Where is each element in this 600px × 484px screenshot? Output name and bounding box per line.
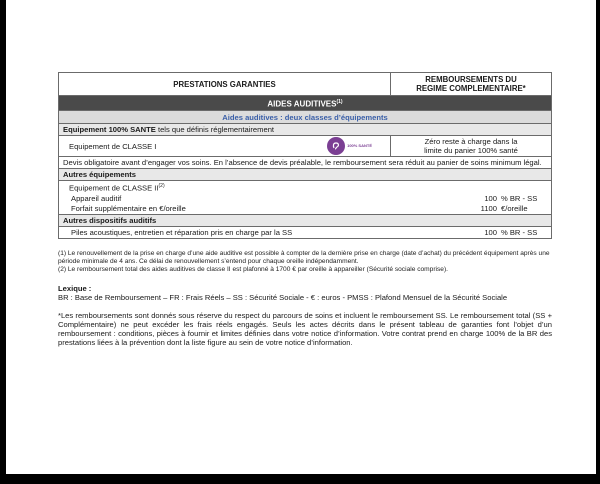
sante-badge bbox=[327, 137, 372, 155]
table-notes bbox=[58, 250, 552, 274]
bottom-edge bbox=[0, 474, 600, 484]
table-header-row bbox=[59, 73, 552, 96]
note-2: (2) Le remboursement total des aides auditives de classe II est plafonné à 1700 € par oreille à appareiller (Sécurité sociale comprise). bbox=[58, 265, 448, 273]
left-edge bbox=[0, 0, 6, 484]
subtitle: Aides auditives : deux classes d’équipements bbox=[59, 111, 552, 124]
header-prestations: PRESTATIONS GARANTIES bbox=[59, 73, 391, 96]
classe-1-label: Equipement de CLASSE I bbox=[69, 141, 157, 151]
equipement-100-row bbox=[59, 124, 552, 136]
autres-dispositifs-title: Autres dispositifs auditifs bbox=[59, 214, 552, 226]
ear-icon bbox=[327, 137, 345, 155]
devis-text: Devis obligatoire avant d’engager vos soins. En l’absence de devis préalable, le remboursement sera réduit au panier de soins minimum légal. bbox=[59, 157, 552, 169]
classe-1-row bbox=[59, 136, 552, 157]
piles-row bbox=[59, 226, 552, 238]
document-sheet bbox=[58, 72, 552, 347]
appareil-auditif-label: Appareil auditif bbox=[71, 193, 122, 203]
autres-dispositifs-row bbox=[59, 214, 552, 226]
appareil-auditif-unit: % BR - SS bbox=[501, 193, 538, 203]
section-title: AIDES AUDITIVES$^{(1)}$ bbox=[59, 96, 552, 111]
piles-unit: % BR - SS bbox=[501, 227, 538, 237]
table-row bbox=[63, 194, 547, 203]
classe-1-cell bbox=[59, 136, 391, 157]
guarantees-table bbox=[58, 72, 552, 239]
footnote: *Les remboursements sont donnés sous réserve du respect du parcours de soins et incluent le remboursement SS. Le remboursement total (SS + Complémentaire) ne peut excéder les frais réels engagés. Seuls les actes décrits dans le présent tableau de garanties font l’objet d’un remboursement : conditions, pièces à fournir et limites définies dans votre notice d’information. Votre contrat prend en charge 100% de la BR des prestations liées à la prévention dont la liste figure au sein de votre notice d’information. bbox=[58, 310, 552, 347]
autres-equipements-title: Autres équipements bbox=[59, 169, 552, 181]
devis-row bbox=[59, 157, 552, 169]
forfait-value: 1100 bbox=[480, 203, 497, 213]
piles-value: 100 bbox=[484, 227, 497, 237]
table-row bbox=[63, 228, 547, 237]
badge-text: 100% SANTÉ bbox=[347, 143, 372, 148]
section-band-row bbox=[59, 96, 552, 111]
piles-label: Piles acoustiques, entretien et réparation pris en charge par la SS bbox=[71, 227, 293, 237]
appareil-auditif-value: 100 bbox=[484, 193, 497, 203]
lexique-title: Lexique : bbox=[58, 283, 92, 293]
classe-2-label: Equipement de CLASSE II$^{(2)}$ bbox=[69, 183, 165, 193]
classe-2-row bbox=[59, 181, 552, 215]
autres-equipements-row bbox=[59, 169, 552, 181]
lexique-text: BR : Base de Remboursement – FR : Frais Réels – SS : Sécurité Sociale - € : euros - PMSS : Plafond Mensuel de la Sécurité Sociale bbox=[58, 292, 508, 302]
classe-2-cell bbox=[59, 181, 552, 215]
piles-cell bbox=[59, 226, 552, 238]
forfait-label: Forfait supplémentaire en €/oreille bbox=[71, 203, 186, 213]
right-edge bbox=[596, 0, 600, 484]
table-row bbox=[63, 204, 547, 213]
note-1: (1) Le renouvellement de la prise en charge d’une aide auditive est possible à compter de la dernière prise en charge (date d’achat) du précédent équipement après une période minimale de 4 ans. Ce délai de renouvellement s’entend pour chaque oreille indépendamment. bbox=[58, 249, 550, 265]
classe-1-remboursement: Zéro reste à charge dans la limite du panier 100% santé bbox=[391, 136, 552, 157]
header-remboursements: REMBOURSEMENTS DU REGIME COMPLEMENTAIRE* bbox=[391, 73, 552, 96]
lexique bbox=[58, 284, 552, 302]
forfait-unit: €/oreille bbox=[501, 203, 528, 213]
equipement-100-label: Equipement 100% SANTE tels que définis réglementairement bbox=[59, 124, 552, 136]
subtitle-row bbox=[59, 111, 552, 124]
